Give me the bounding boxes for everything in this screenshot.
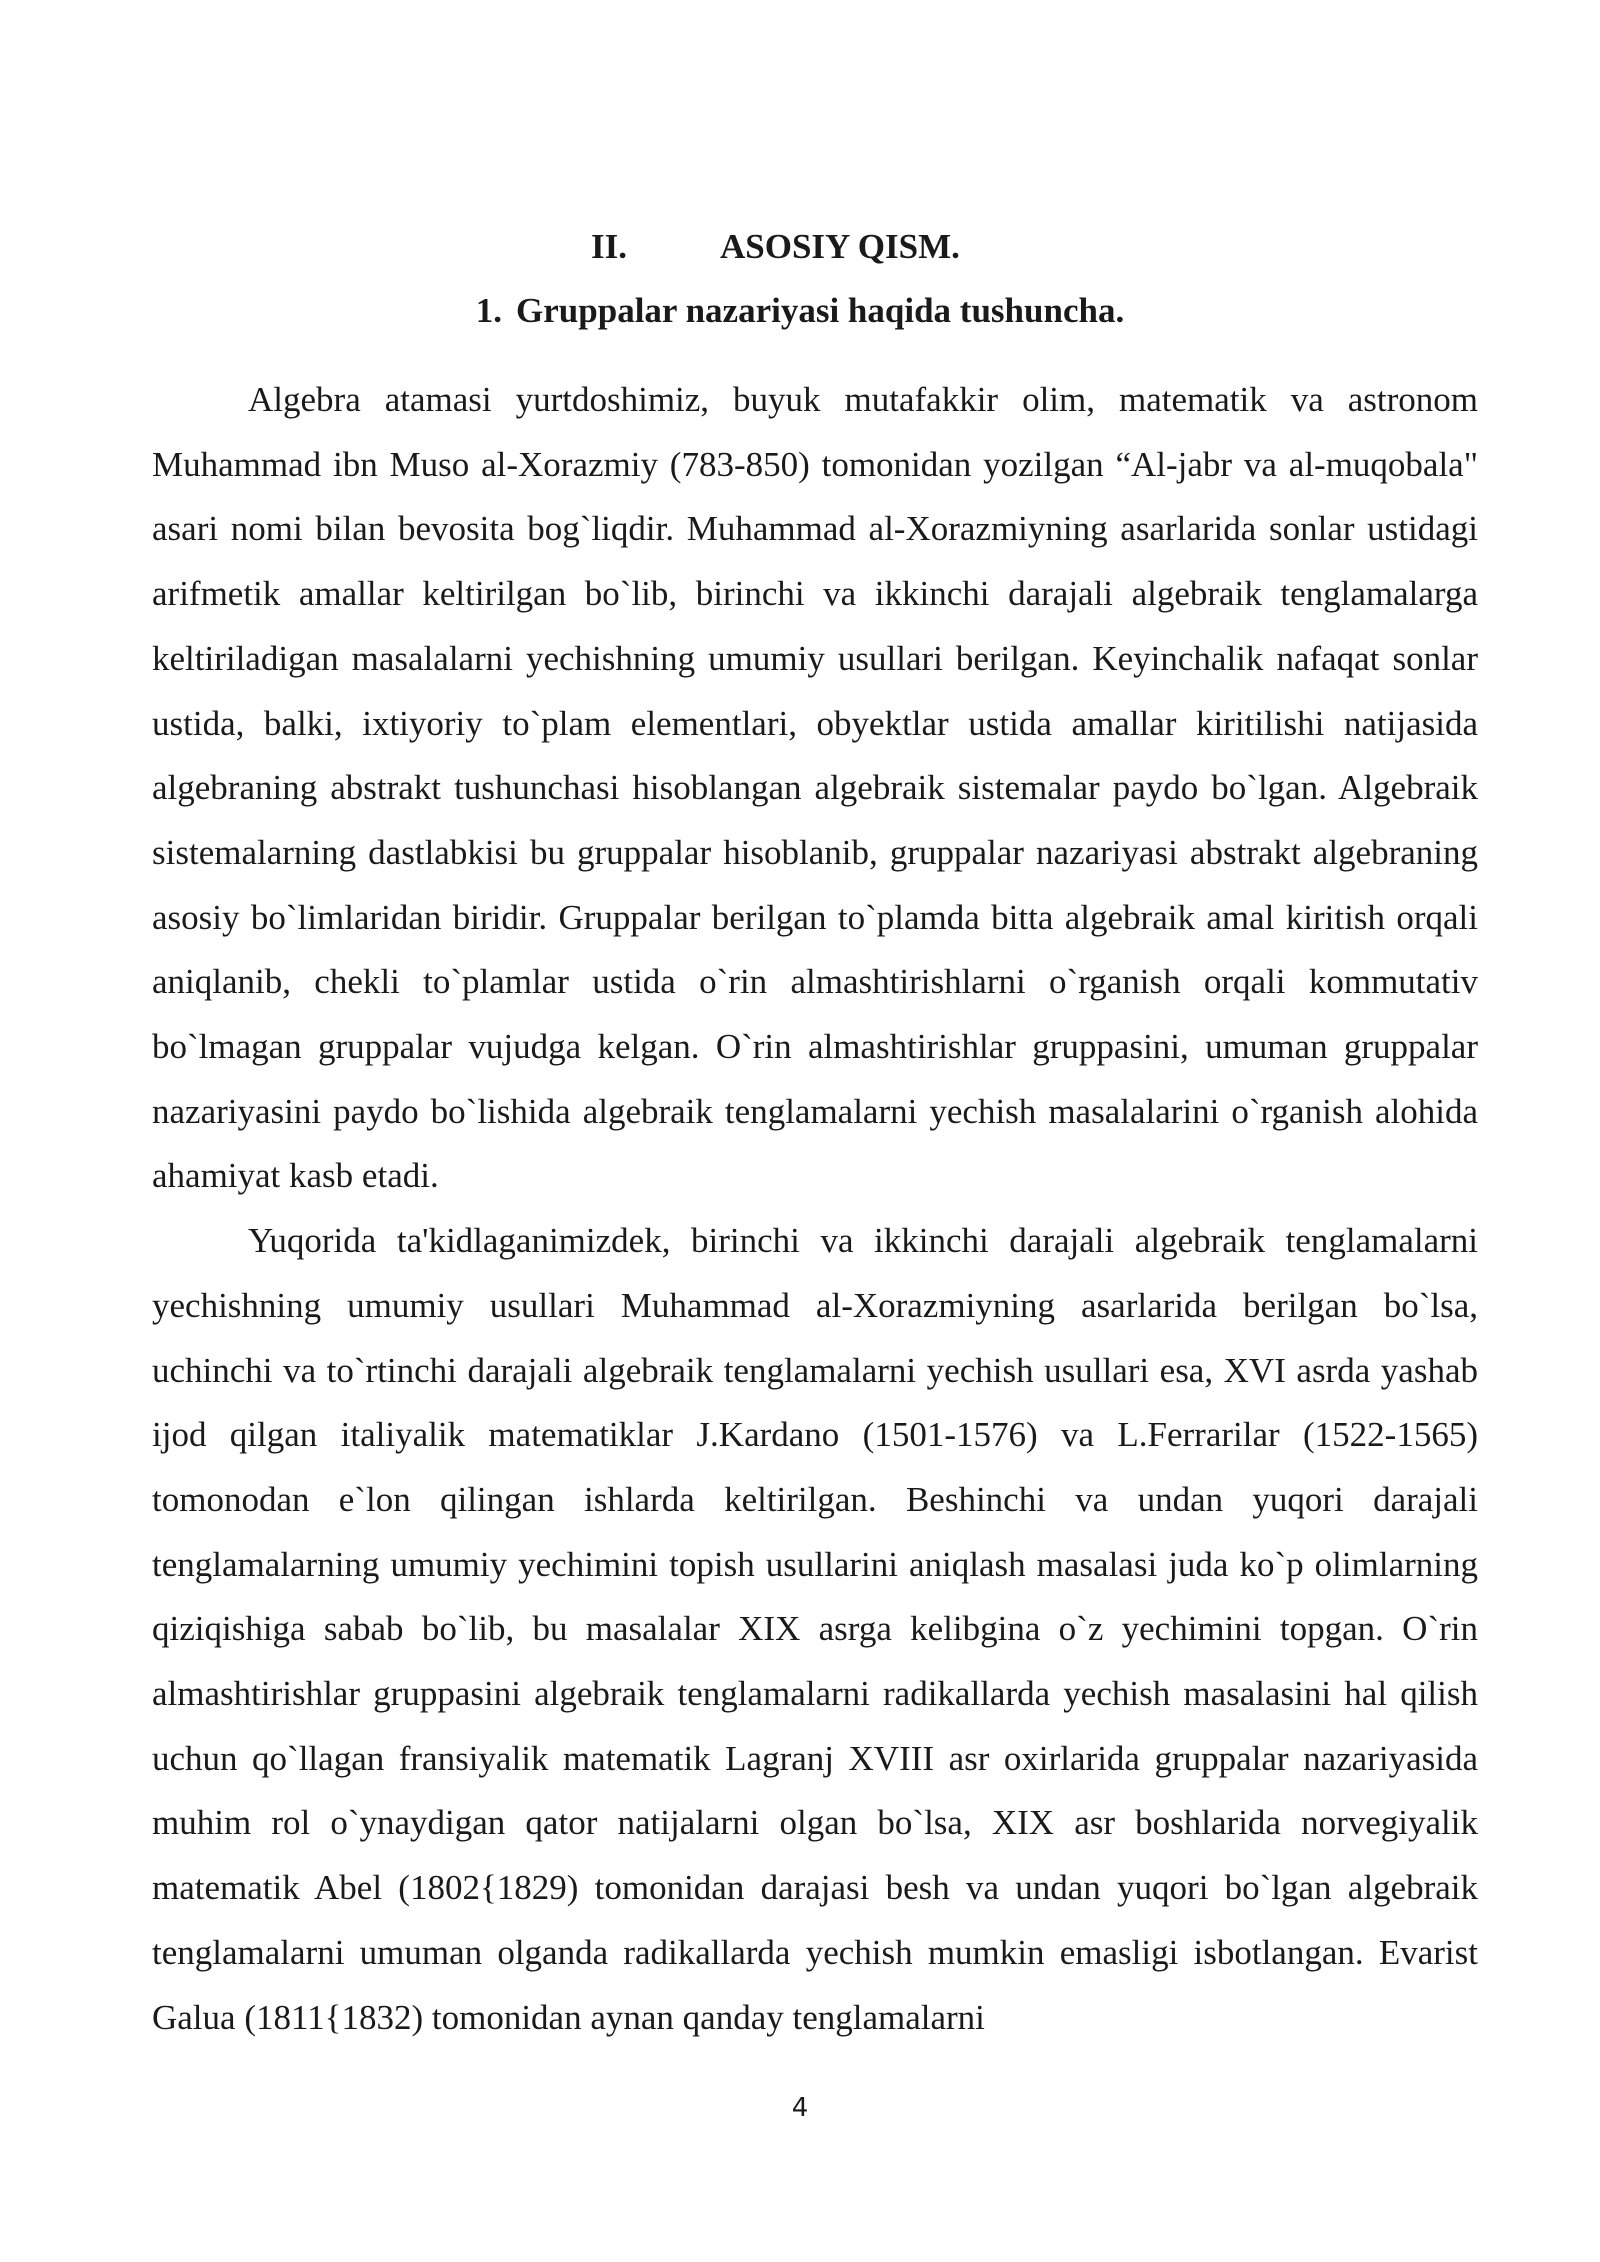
- subsection-title: Gruppalar nazariyasi haqida tushuncha.: [516, 291, 1125, 330]
- paragraph: Yuqorida ta'kidlaganimizdek, birinchi va ikkinchi darajali algebraik tenglamalarni yechishning umumiy usullari Muhammad al-Xorazmiyning asarlarida berilgan bo`lsa, uchinchi va to`rtinchi darajali algebraik tenglamalarni yechish usullari esa, XVI asrda yashab ijod qilgan italiyalik matematiklar J.Kardano (1501-1576) va L.Ferrarilar (1522-1565) tomonodan e`lon qilingan ishlarda keltirilgan. Beshinchi va undan yuqori darajali tenglamalarning umumiy yechimini topish usullarini aniqlash masalasi juda ko`p olimlarning qiziqishiga sabab bo`lib, bu masalalar XIX asrga kelibgina o`z yechimini topgan. O`rin almashtirishlar gruppasini algebraik tenglamalarni radikallarda yechish masalasini hal qilish uchun qo`llagan fransiyalik matematik Lagranj XVIII asr oxirlarida gruppalar nazariyasida muhim rol o`ynaydigan qator natijalarni olgan bo`lsa, XIX asr boshlarida norvegiyalik matematik Abel (1802{1829) tomonidan darajasi besh va undan yuqori bo`lgan algebraik tenglamalarni umuman olganda radikallarda yechish mumkin emasligi isbotlangan. Evarist Galua (1811{1832) tomonidan aynan qanday tenglamalarni: [152, 1221, 1478, 2037]
- paragraph: Algebra atamasi yurtdoshimiz, buyuk mutafakkir olim, matematik va astronom Muhammad ibn Muso al-Xorazmiy (783-850) tomonidan yozilgan “Al-jabr va al-muqobala" asari nomi bilan bevosita bog`liqdir. Muhammad al-Xorazmiyning asarlarida sonlar ustidagi arifmetik amallar keltirilgan bo`lib, birinchi va ikkinchi darajali algebraik tenglamalarga keltiriladigan masalalarni yechishning umumiy usullari berilgan. Keyinchalik nafaqat sonlar ustida, balki, ixtiyoriy to`plam elementlari, obyektlar ustida amallar kiritilishi natijasida algebraning abstrakt tushunchasi hisoblangan algebraik sistemalar paydo bo`lgan. Algebraik sistemalarning dastlabkisi bu gruppalar hisoblanib, gruppalar nazariyasi abstrakt algebraning asosiy bo`limlaridan biridir. Gruppalar berilgan to`plamda bitta algebraik amal kiritish orqali aniqlanib, chekli to`plamlar ustida o`rin almashtirishlarni o`rganish orqali kommutativ bo`lmagan gruppalar vujudga kelgan. O`rin almashtirishlar gruppasini, umuman gruppalar nazariyasini paydo bo`lishida algebraik tenglamalarni yechish masalalarini o`rganish alohida ahamiyat kasb etadi.: [152, 380, 1478, 1196]
- section-title: ASOSIY QISM.: [720, 227, 960, 266]
- page-number: 4: [791, 2093, 809, 2123]
- subsection-number: 1.: [475, 291, 503, 330]
- subsection-heading: [0, 286, 1600, 336]
- section-heading: [0, 222, 1600, 272]
- body-text: [152, 368, 1478, 2050]
- section-number: II.: [591, 227, 627, 266]
